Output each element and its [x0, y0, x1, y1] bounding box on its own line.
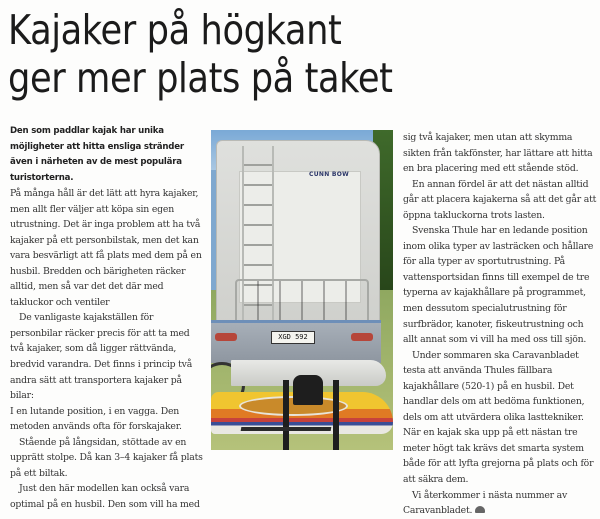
kayak-seat — [293, 375, 323, 405]
body-paragraph: De vanligaste kajakställen för personbilar räcker precis för att ta med två kajaker, som då ligger rättvända, bredvid varandra. Det finns i princip två andra sätt att transportera kajaker på bilar: — [10, 312, 193, 402]
right-column — [403, 130, 597, 519]
caravan-end-icon — [475, 506, 485, 513]
kayak-strap — [333, 380, 339, 450]
motorhome-kayak-photo — [211, 130, 393, 450]
tail-light-left — [215, 333, 237, 341]
body-paragraph: På många håll är det lätt att hyra kajaker, men allt fler väljer att köpa sin egen utrustning. Det är inga problem att ha två kajaker på ett personbilstak, men det kan vara besvärligt att få plats med dem på en husbil. Bredden och bärigheten räcker alltid, men så var det det där med takluckor och ventiler — [10, 188, 202, 308]
left-column — [10, 124, 206, 512]
motorhome-rear — [216, 140, 380, 327]
body-paragraph: Just den här modellen kan också vara optimal på en husbil. Den som vill ha med — [10, 483, 200, 510]
headline-line-1: Kajaker på högkant — [8, 6, 342, 54]
closing-text: Vi återkommer i nästa nummer av Caravanbladet. — [403, 489, 568, 517]
body-paragraph: Svenska Thule har en ledande position inom olika typer av lasträcken och hållare för alla typer av sportutrustning. På vattensportsidan finns till exempel de tre typerna av kajakhållare på programmet, men dessutom specialutrustning för surfbrädor, kanoter, fiskeutrustning och allt annat som vi vill ha med oss till sjön. — [403, 225, 594, 346]
tail-light-right — [351, 333, 373, 341]
body-paragraph: Stående på långsidan, stöttade av en upprätt stolpe. Då kan 3–4 kajaker få plats på ett biltak. — [10, 436, 203, 479]
body-paragraph: sig två kajaker, men utan att skymma sikten från takfönster, har lättare att hitta en bra placering med ett stående stöd. — [403, 132, 593, 175]
license-plate: XGD 592 — [271, 331, 315, 344]
headline — [8, 6, 393, 102]
body-paragraph — [403, 488, 597, 519]
body-paragraph: En annan fördel är att det nästan alltid går att placera kajakerna så att det går att öppna takluckorna trots lasten. — [403, 178, 597, 221]
kayak-label — [241, 427, 332, 431]
kayak-strap — [283, 380, 289, 450]
body-paragraph: Under sommaren ska Caravanbladet testa att använda Thules fällbara kajakhållare (520-1) på en husbil. Det handlar dels om att bedöma funktionen, dels om att utvärdera olika lasttekniker. När en kajak ska upp på ett nästan tre meter högt tak krävs det smarta system både för att lyfta grejorna på plats och för att säkra dem. — [403, 349, 594, 486]
motorhome-brand: CUNN BOW — [309, 171, 350, 178]
lead-paragraph: Den som paddlar kajak har unika möjligheter att hitta ensliga stränder även i närheten av de mest populära turistorterna. — [10, 126, 184, 183]
headline-line-2: ger mer plats på taket — [8, 54, 393, 102]
body-paragraph: I en lutande position, i en vagga. Den metoden används ofta för forskajaker. — [10, 405, 182, 433]
